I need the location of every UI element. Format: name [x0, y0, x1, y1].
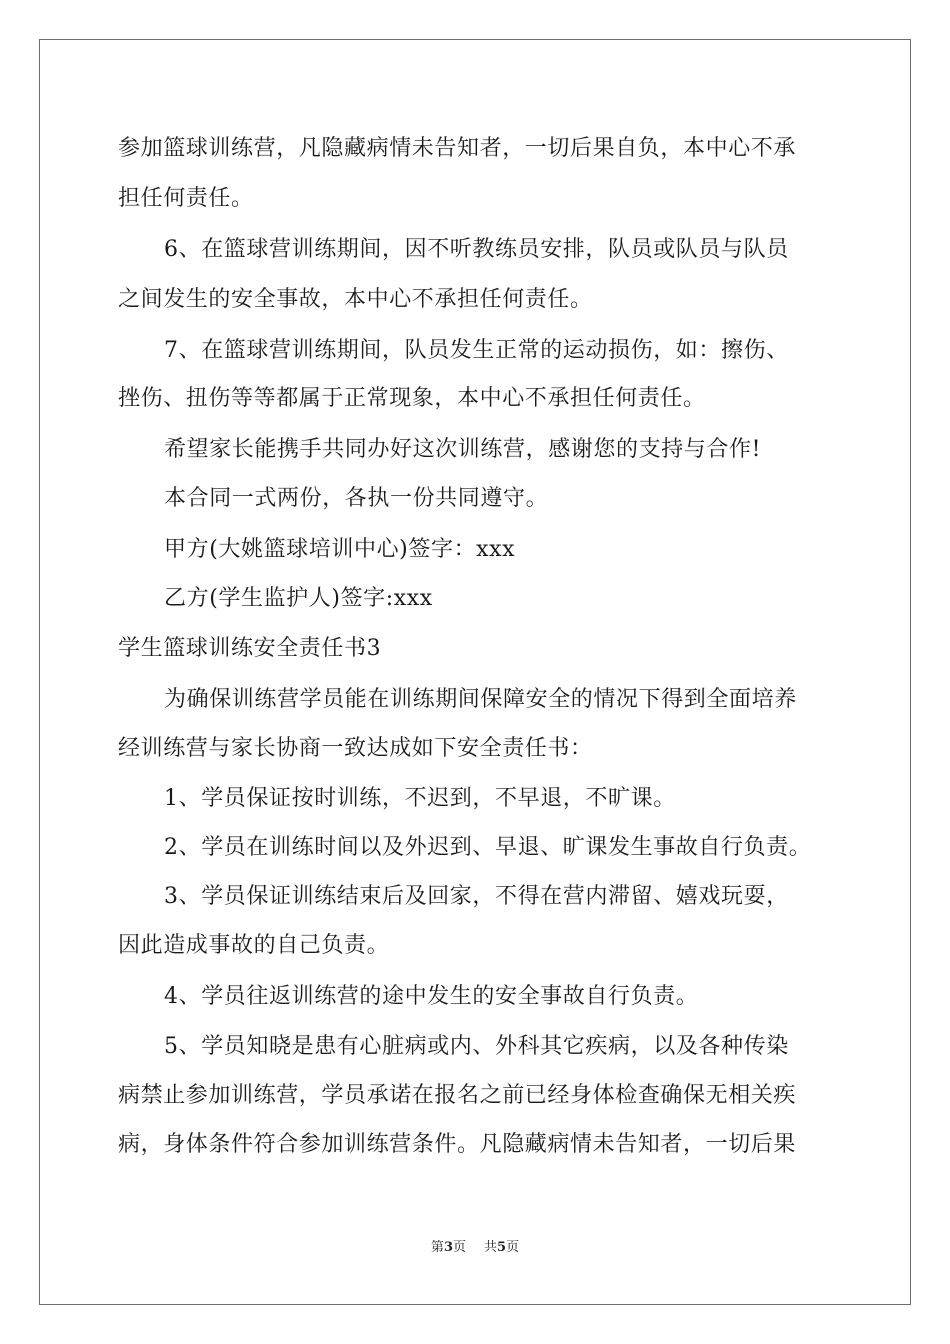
page-current: 3 [443, 1240, 453, 1255]
total-unit: 页 [506, 1240, 520, 1255]
page-footer [0, 1239, 950, 1257]
text-line: 经训练营与家长协商一致达成如下安全责任书： [118, 736, 593, 761]
text-line: 6、在篮球营训练期间，因不听教练员安排，队员或队员与队员 [164, 237, 789, 262]
page-border [39, 39, 911, 1305]
text-line: 1、学员保证按时训练，不迟到，不早退，不旷课。 [164, 786, 676, 811]
section-heading: 学生篮球训练安全责任书3 [118, 636, 382, 661]
page-prefix: 第 [430, 1240, 444, 1255]
text-line: 7、在篮球营训练期间，队员发生正常的运动损伤，如：擦伤、 [164, 338, 789, 363]
text-line: 4、学员往返训练营的途中发生的安全事故自行负责。 [164, 984, 699, 1009]
page-total: 5 [497, 1240, 507, 1255]
text-line: 病禁止参加训练营，学员承诺在报名之前已经身体检查确保无相关疾 [118, 1083, 797, 1108]
text-line: 乙方(学生监护人)签字:xxx [164, 586, 433, 611]
text-line: 参加篮球训练营，凡隐藏病情未告知者，一切后果自负，本中心不承 [118, 136, 797, 161]
text-line: 为确保训练营学员能在训练期间保障安全的情况下得到全面培养 [164, 687, 797, 712]
total-prefix: 共 [484, 1240, 498, 1255]
text-line: 3、学员保证训练结束后及回家，不得在营内滞留、嬉戏玩耍， [164, 884, 789, 909]
text-line: 病，身体条件符合参加训练营条件。凡隐藏病情未告知者，一切后果 [118, 1132, 797, 1157]
text-line: 本合同一式两份，各执一份共同遵守。 [164, 486, 549, 511]
text-line: 挫伤、扭伤等等都属于正常现象，本中心不承担任何责任。 [118, 386, 706, 411]
text-line: 5、学员知晓是患有心脏病或内、外科其它疾病，以及各种传染 [164, 1034, 789, 1059]
text-line: 之间发生的安全事故，本中心不承担任何责任。 [118, 287, 593, 312]
text-line: 担任何责任。 [118, 186, 254, 211]
page-unit: 页 [452, 1240, 466, 1255]
text-line: 因此造成事故的自己负责。 [118, 933, 390, 958]
text-line: 2、学员在训练时间以及外迟到、早退、旷课发生事故自行负责。 [164, 835, 812, 860]
text-line: 甲方(大姚篮球培训中心)签字：xxx [164, 537, 516, 562]
text-line: 希望家长能携手共同办好这次训练营，感谢您的支持与合作! [164, 437, 762, 462]
